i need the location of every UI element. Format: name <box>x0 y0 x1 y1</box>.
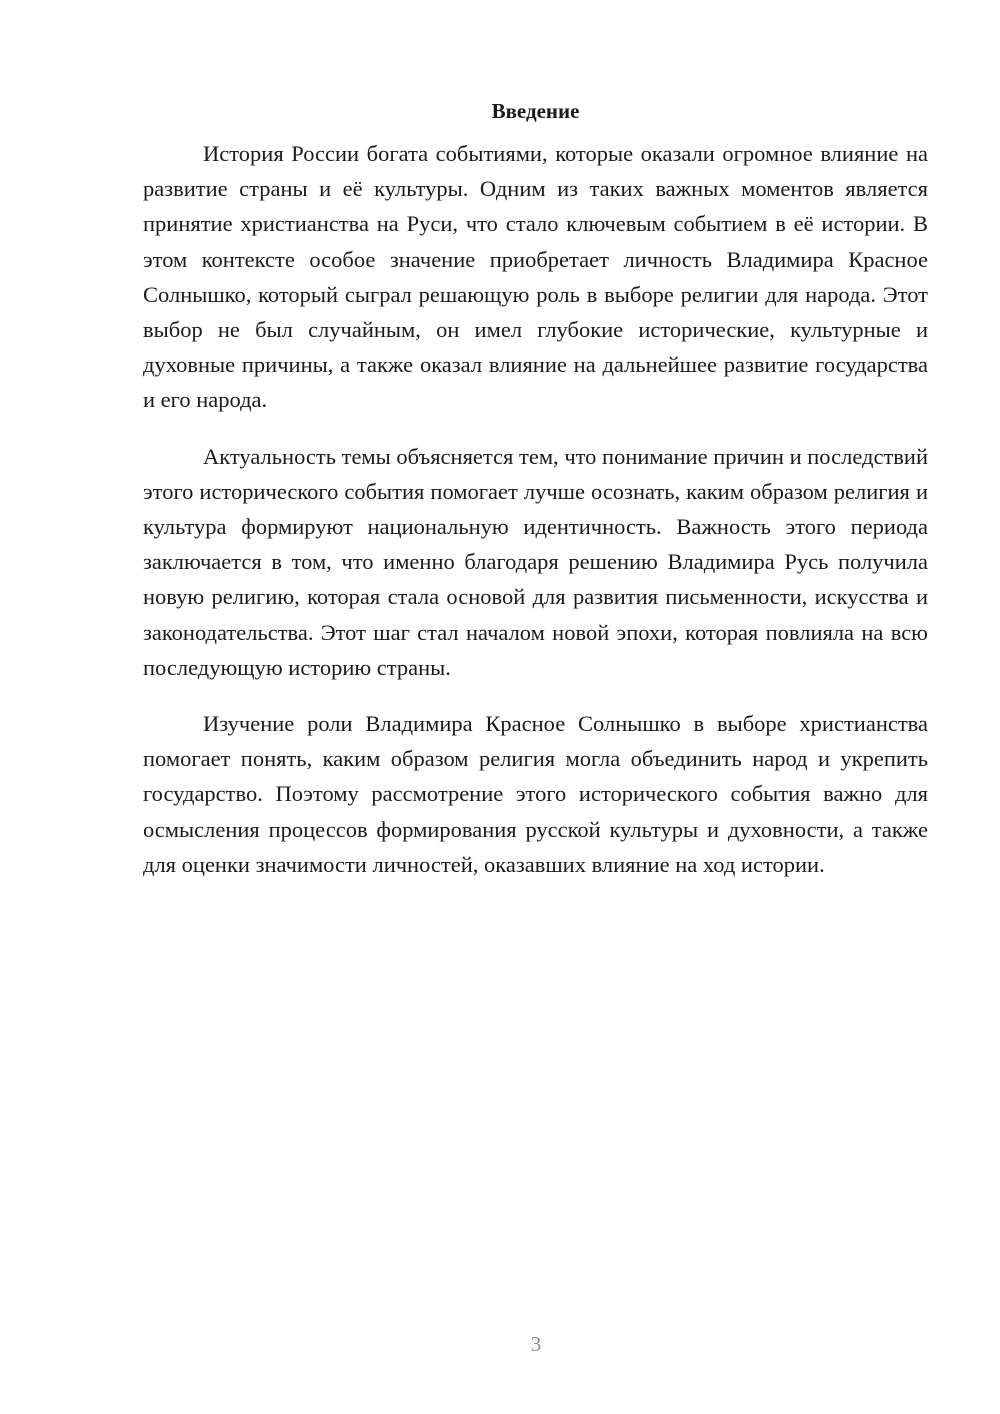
paragraph-3: Изучение роли Владимира Красное Солнышко в выборе христианства помогает понять, каким образом религия могла объединить народ и укрепить государство. Поэтому рассмотрение этого исторического события важно для осмысления процессов формирования русской культуры и духовности, а также для оценки значимости личностей, оказавших влияние на ход истории. <box>143 711 928 877</box>
section-heading: Введение <box>491 99 580 123</box>
paragraph-1: История России богата событиями, которые оказали огромное влияние на развитие страны и её культуры. Одним из таких важных моментов является принятие христианства на Руси, что стало ключевым событием в её истории. В этом контексте особое значение приобретает личность Владимира Красное Солнышко, который сыграл решающую роль в выборе религии для народа. Этот выбор не был случайным, он имел глубокие исторические, культурные и духовные причины, а также оказал влияние на дальнейшее развитие государства и его народа. <box>143 141 928 413</box>
paragraph-2: Актуальность темы объясняется тем, что понимание причин и последствий этого исторического события помогает лучше осознать, каким образом религия и культура формируют национальную идентичность. Важность этого периода заключается в том, что именно благодаря решению Владимира Русь получила новую религию, которая стала основой для развития письменности, искусства и законодательства. Этот шаг стал началом новой эпохи, которая повлияла на всю последующую историю страны. <box>143 443 928 680</box>
page-content <box>143 96 928 903</box>
page-number: 3 <box>530 1332 542 1356</box>
